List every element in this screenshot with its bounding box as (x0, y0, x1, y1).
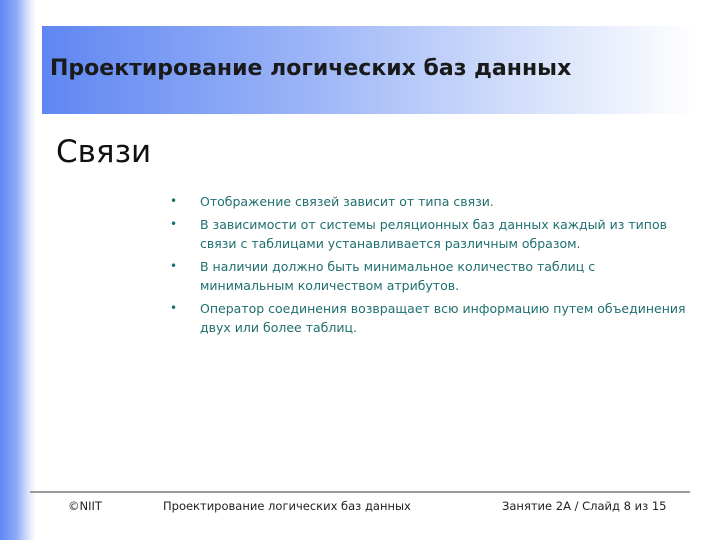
section-heading: Связи (56, 134, 152, 170)
bullet-item (170, 215, 690, 253)
slide-title: Проектирование логических баз данных (50, 56, 572, 81)
bullet-icon: • (170, 259, 178, 273)
footer-course-title: Проектирование логических баз данных (163, 499, 411, 513)
bullet-text: В зависимости от системы реляционных баз данных каждый из типов связи с таблицами устанавливается различным образом. (200, 217, 667, 251)
footer-copyright: ©NIIT (68, 499, 102, 513)
bullet-list (170, 192, 690, 341)
bullet-text: Отображение связей зависит от типа связи. (200, 194, 494, 209)
footer-slide-number: Занятие 2А / Слайд 8 из 15 (502, 499, 667, 513)
bullet-item (170, 257, 690, 295)
footer-divider (30, 491, 690, 493)
bullet-icon: • (170, 301, 178, 315)
bullet-item (170, 299, 690, 337)
bullet-icon: • (170, 194, 178, 208)
bullet-icon: • (170, 217, 178, 231)
left-decorative-bar (0, 0, 36, 540)
bullet-text: Оператор соединения возвращает всю информацию путем объединения двух или более таблиц. (200, 301, 686, 335)
bullet-item (170, 192, 690, 211)
bullet-text: В наличии должно быть минимальное количество таблиц с минимальным количеством атрибутов. (200, 259, 596, 293)
